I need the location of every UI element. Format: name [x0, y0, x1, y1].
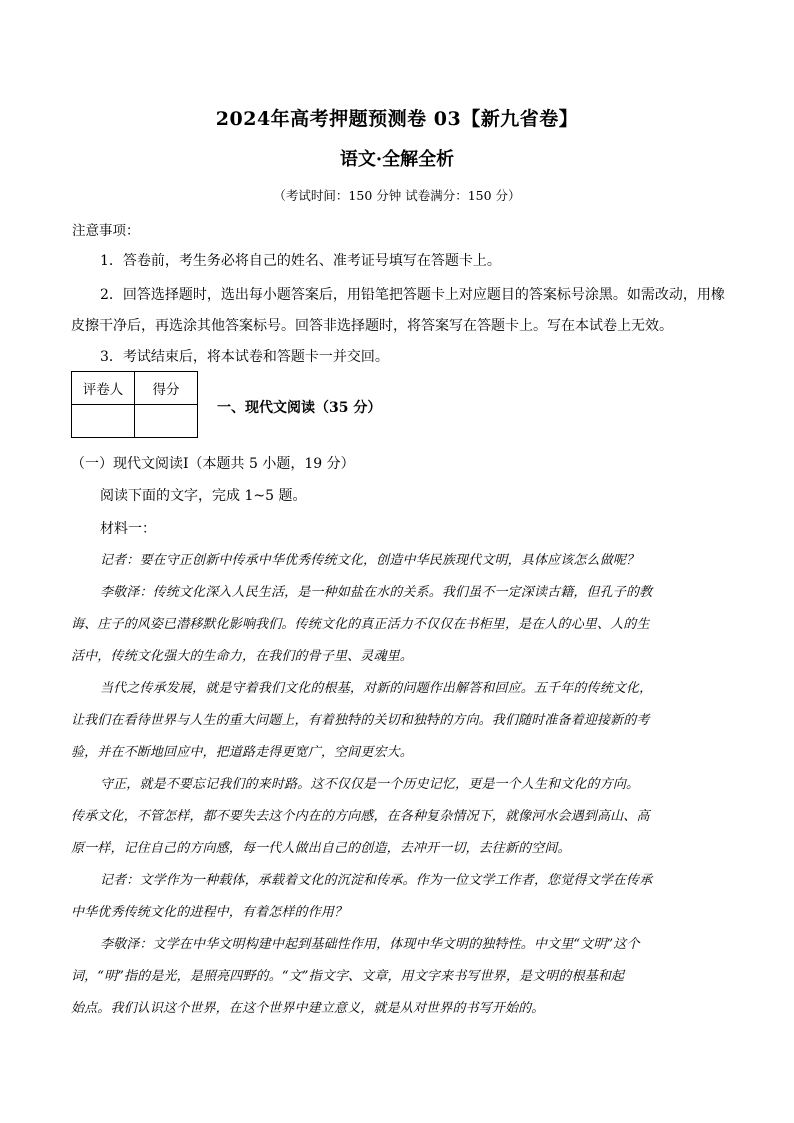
body-line: 李敬泽：传统文化深入人民生活，是一种如盐在水的关系。我们虽不一定深读古籍，但孔子的教: [100, 585, 653, 600]
body-line: 原一样，记住自己的方向感，每一代人做出自己的创造，去冲开一切，去往新的空间。: [71, 841, 571, 856]
body-line: 当代之传承发展，就是守着我们文化的根基，对新的问题作出解答和回应。五千年的传统文化，: [100, 681, 653, 696]
score-table: [71, 371, 198, 438]
body-line: 验，并在不断地回应中，把道路走得更宽广，空间更宏大。: [71, 745, 413, 760]
score-table-grader-header: 评卷人: [72, 372, 135, 405]
note-line-2: 2．回答选择题时，选出每小题答案后，用铅笔把答题卡上对应题目的答案标号涂黑。如需改动，用橡: [100, 287, 725, 303]
note-line-4: 3．考试结束后，将本试卷和答题卡一并交回。: [100, 349, 389, 365]
score-table-score-cell: [135, 405, 198, 438]
body-line: 记者：要在守正创新中传承中华优秀传统文化，创造中华民族现代文明，具体应该怎么做呢？: [100, 553, 640, 568]
score-table-score-header: 得分: [135, 372, 198, 405]
body-line: 诲、庄子的风姿已潜移默化影响我们。传统文化的真正活力不仅仅在书柜里，是在人的心里、人的生: [71, 617, 650, 632]
body-line: 词，“明”指的是光，是照亮四野的。“文”指文字、文章，用文字来书写世界，是文明的根基和起: [71, 969, 625, 984]
note-line-1: 1．答卷前，考生务必将自己的姓名、准考证号填写在答题卡上。: [100, 253, 501, 269]
body-line: 传承文化，不管怎样，都不要失去这个内在的方向感，在各种复杂情况下，就像河水会遇到高山、高: [71, 809, 650, 824]
reading-instruction: 阅读下面的文字，完成 1~5 题。: [100, 488, 307, 504]
sub-section-heading: （一）现代文阅读Ⅰ（本题共 5 小题，19 分）: [71, 456, 355, 472]
body-line: 让我们在看待世界与人生的重大问题上，有着独特的关切和独特的方向。我们随时准备着迎接新的考: [71, 713, 650, 728]
page-title: 2024年高考押题预测卷 03【新九省卷】: [215, 108, 579, 130]
score-table-grader-cell: [72, 405, 135, 438]
material-label: 材料一：: [100, 521, 156, 537]
body-line: 记者：文学作为一种载体，承载着文化的沉淀和传承。作为一位文学工作者，您觉得文学在传承: [100, 873, 653, 888]
body-line: 始点。我们认识这个世界，在这个世界中建立意义，就是从对世界的书写开始的。: [71, 1001, 545, 1016]
note-line-3: 皮擦干净后，再选涂其他答案标号。回答非选择题时，将答案写在答题卡上。写在本试卷上无效。: [71, 318, 673, 334]
page-subtitle: 语文·全解全析: [339, 149, 455, 170]
body-line: 李敬泽：文学在中华文明构建中起到基础性作用，体现中华文明的独特性。中文里“文明”这个: [100, 937, 640, 952]
section-heading: 一、现代文阅读（35 分）: [217, 400, 382, 416]
body-line: 守正，就是不要忘记我们的来时路。这不仅仅是一个历史记忆，更是一个人生和文化的方向。: [100, 777, 640, 792]
exam-info: （考试时间：150 分钟 试卷满分：150 分）: [273, 188, 521, 203]
body-line: 中华优秀传统文化的进程中，有着怎样的作用？: [71, 905, 348, 920]
body-line: 活中，传统文化强大的生命力，在我们的骨子里、灵魂里。: [71, 649, 413, 664]
notes-heading: 注意事项：: [72, 223, 140, 239]
